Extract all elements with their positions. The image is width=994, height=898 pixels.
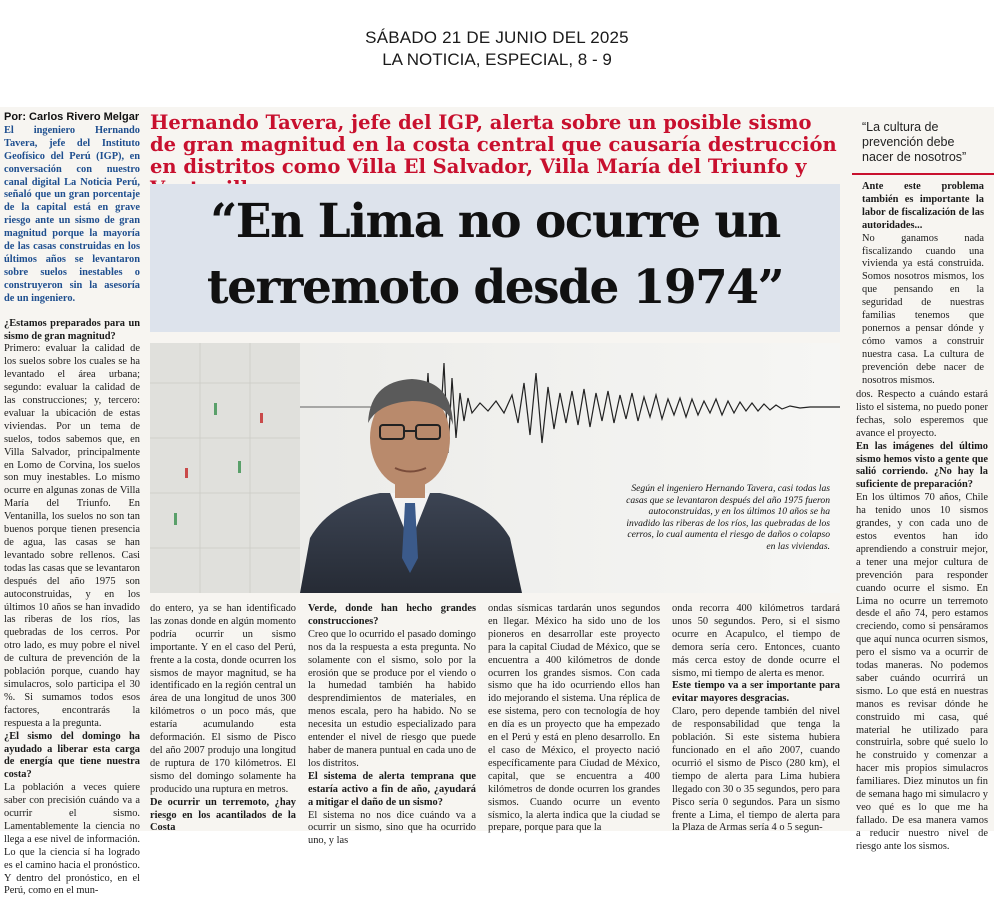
article-photo [150, 343, 840, 593]
answer: Creo que lo ocurrido el pasado domingo nos da la respuesta a esta pregunta. No solamente con el sismo, solo por la erosión que se produce por el viendo o la humedad también ha habido desprendimientos de materiales, en menos escala, pero ha habido. No se necesita un estudio especializado para entender el nivel de riesgo que puede haber de manera puntual en cada uno de los distritos. [308, 628, 476, 769]
column-2 [150, 603, 296, 834]
question: De ocurrir un terremoto, ¿hay riesgo en los acantilados de la Costa [150, 796, 296, 834]
question: En las imágenes del último sismo hemos visto a gente que salió corriendo. ¿No hay la suficiente de preparación? [856, 440, 988, 491]
section-label: LA NOTICIA, ESPECIAL, 8 - 9 [382, 50, 612, 69]
column-4 [488, 603, 660, 834]
sidebar-text [852, 181, 994, 388]
headline-line-1: “En Lima no ocurre un [210, 194, 780, 249]
answer: onda recorra 400 kilómetros tardará unos 50 segundos. Pero, si el sismo ocurre en Acapulco, el tiempo de demora sería cero. Entonces, cuanto más cerca estoy de donde ocurre el sismo, mi tiempo de alerta es menor. [672, 603, 840, 679]
question: Este tiempo va a ser importante para evitar mayores desgracias. [672, 680, 840, 705]
answer: Claro, pero depende también del nivel de responsabilidad que tenga la población. Si este sistema hubiera funcionado en el año 2007, cuando ocurrió el sismo de Pisco (280 km), el tiempo de alerta para Lima hubiera llegado con 30 o 35 segundos, pero para Pisco sería 0 segundos. Para un sismo frente a Lima, el tiempo de alerta para la Plaza de Armas sería 4 o 5 segun- [672, 706, 840, 834]
column-3 [308, 603, 476, 847]
sidebar-box [852, 112, 994, 386]
headline-line-2: terremoto desde 1974” [206, 260, 784, 315]
answer: ondas sísmicas tardarán unos segundos en llegar. México ha sido uno de los pioneros en desarrollar este proyecto para la capital Ciudad de México, que se encuentra a 400 kilómetros de donde ocurren los grandes sismos. Con cada sismo que ha ido ocurriendo ellos han ido mejorando el sistema. Una réplica de ese sistema, pero con tecnología de hoy en día es un proyecto que ha empezado en el Perú y está en pleno desarrollo. En el caso de México, el proyecto nació específicamente para Ciudad de México, capital, que se encuentra a 400 kilómetros de donde ocurren los grandes sismos. Cuando ocurre un evento sísmico, la alerta indica que la ciudad se prepare, porque para que la [488, 603, 660, 834]
question: Verde, donde han hecho grandes construcciones? [308, 603, 476, 627]
question: ¿El sismo del domingo ha ayudado a liberar esta carga de energía que tiene nuestra costa? [4, 730, 140, 781]
column-6 [856, 389, 988, 852]
sidebar-question: Ante este problema también es importante la labor de fiscalización de las autoridades... [862, 181, 984, 231]
answer: El sistema no nos dice cuándo va a ocurrir un sismo, sino que ha ocurrido uno, y las [308, 809, 476, 847]
seismograph-photo-art [150, 343, 840, 593]
answer: La población a veces quiere saber con precisión cuándo va a ocurrir el sismo. Lamentablemente la ciencia no llega a ese nivel de información. Lo que la ciencia sí ha logrado es el camino hacia el pronóstico. Y dentro del pronóstico, en el Perú, como en el mun- [4, 782, 140, 897]
lede: El ingeniero Hernando Tavera, jefe del Instituto Geofísico del Perú (IGP), en conversación con nuestro canal digital La Noticia Perú, señaló que un gran porcentaje de la capital está en grave riesgo ante un sismo de gran magnitud porque la mayoría de las casas construidas en los últimos años se levantaron sobre suelos inestables o construyeron sin la asesoría de un ingeniero. [4, 124, 140, 304]
sidebar-answer: No ganamos nada fiscalizando cuando una vivienda ya está construida. Somos nosotros mismos, los que pensando en la seguridad de nuestras familias tenemos que ponernos a pensar dónde y cómo vamos a construir nuestra casa. La cultura de prevención debe nacer de nosotros mismos. [862, 232, 984, 386]
masthead [0, 0, 994, 100]
question: El sistema de alerta temprana que estaría activo a fin de año, ¿ayudará a mitigar el daño de un sismo? [308, 770, 476, 808]
question: ¿Estamos preparados para un sismo de gran magnitud? [4, 317, 140, 342]
photo-caption: Según el ingeniero Hernando Tavera, casi todas las casas que se levantaron después del año 1975 fueron autoconstruidas, y en los últimos 10 años se ha invadido las riberas de los ríos, las quebradas de los cerros, lo cual aumenta el riesgo de daños o colapso en las viviendas. [626, 483, 830, 552]
column-5 [672, 603, 840, 834]
main-headline [150, 184, 840, 332]
kicker-headline: Hernando Tavera, jefe del IGP, alerta sobre un posible sismo de gran magnitud en la costa central que causaría destrucción en distritos como Villa El Salvador, Villa María del Triunfo y [150, 111, 837, 178]
sidebar-title: “La cultura de prevención debe nacer de nosotros” [852, 112, 994, 175]
answer: Primero: evaluar la calidad de los suelos sobre los cuales se ha levantado el área urbana; segundo: evaluar la calidad de las construcciones; y, tercero: evaluar la ubicación de estas viviendas. Por un tema de suelos, todos sabemos que, en Villa Salvador, principalmente en Lomo de Corvina, los suelos son muy inestables. Lo mismo ocurre en algunas zonas de Villa María del Triunfo. En Ventanilla, los suelos no son tan buenos porque tienen presencia de agua, las casas se han levantado sobre rellenos. Casi todas las casas que se levantaron después del año 1975 son autoconstruidas, y en los últimos 10 años se han invadido las riberas de los ríos, las quebradas de los cerros. Por otro lado, es muy pobre el nivel de cultura de prevención de la población porque, cuando hay simulacros, solo participa el 30 %. Si sumamos todos esos factores, encontrarás la respuesta a la pregunta. [4, 343, 140, 729]
answer: dos. Respecto a cuándo estará listo el sistema, no puedo poner fechas, solo esperemos que avance el proyecto. [856, 389, 988, 439]
byline: Por: Carlos Rivero Melgar [4, 111, 140, 123]
answer: En los últimos 70 años, Chile ha tenido unos 10 sismos grandes, y con cada uno de estos eventos han ido aprendiendo a construir mejor, a tener una mejor cultura de prevención para responder cuando ocurre el sismo. En Lima no ocurre un terremoto desde el año 74, pero estamos creciendo, como si pensáramos que aquí nunca ocurren sismos, pero el sismo va a ocurrir de todas maneras. No podemos saber cuándo ocurrirá un sismo. Lo que está en nuestras manos es revisar dónde he construido mi casa, qué material he utilizado para construirla, sobre qué suelo lo he construido y comenzar a hacer mis propios simulacros familiares. Diez minutos un fin de semana hago mi simulacro y veo qué es lo que me ha fallado. De esa manera vamos a reducir nuestro nivel de riesgo ante los sismos. [856, 492, 988, 852]
column-1 [4, 111, 140, 897]
answer: do entero, ya se han identificado las zonas donde en algún momento podría ocurrir un sismo importante. Y en el caso del Perú, frente a la costa, donde ocurren los sismos de mayor magnitud, se ha identificado en la región central un área de una longitud de unos 300 kilómetros o un poco más, que estaría acumulando esta deformación. El sismo de Pisco del año 2007 produjo una longitud de ruptura de 170 kilómetros. El sismo del domingo solamente ha producido una ruptura en metros. [150, 603, 296, 795]
issue-date: SÁBADO 21 DE JUNIO DEL 2025 [365, 28, 629, 47]
